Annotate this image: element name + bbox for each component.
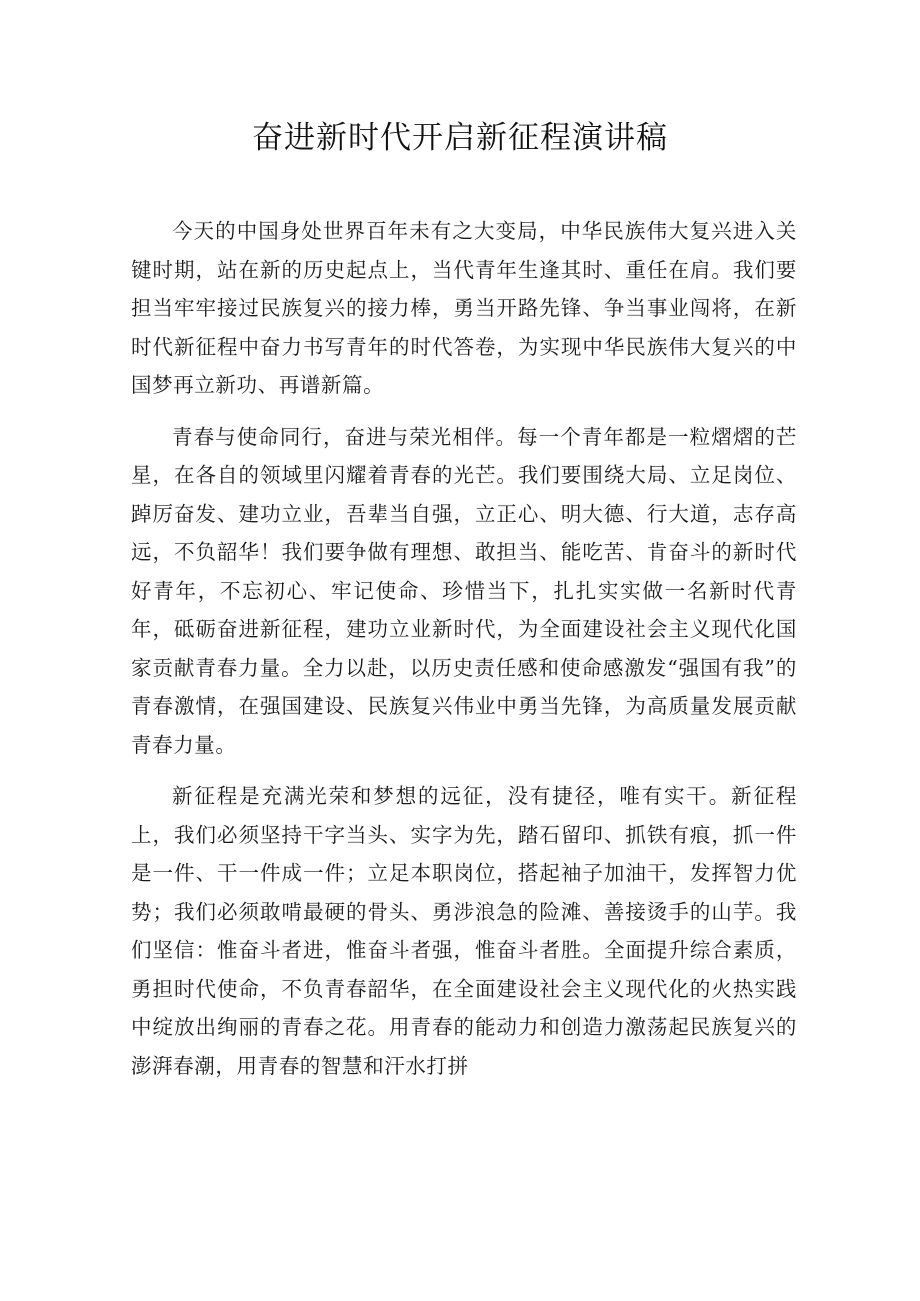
document-body xyxy=(131,212,797,1098)
paragraph-3: 新征程是充满光荣和梦想的远征，没有捷径，唯有实干。新征程上，我们必须坚持干字当头、实字为先，踏石留印、抓铁有痕，抓一件是一件、干一件成一件；立足本职岗位，搭起袖子加油干，发挥智力优势；我们必须敢啃最硬的骨头、勇涉浪急的险滩、善接烫手的山芋。我们坚信：惟奋斗者进，惟奋斗者强，惟奋斗者胜。全面提升综合素质，勇担时代使命，不负青春韶华，在全面建设社会主义现代化的火热实践中绽放出绚丽的青春之花。用青春的能动力和创造力激荡起民族复兴的澎湃春潮，用青春的智慧和汗水打拼 xyxy=(131,784,797,1078)
document-title: 奋进新时代开启新征程演讲稿 xyxy=(252,120,668,156)
paragraph-2: 青春与使命同行，奋进与荣光相伴。每一个青年都是一粒熠熠的芒星，在各自的领域里闪耀着青春的光芒。我们要围绕大局、立足岗位、踔厉奋发、建功立业，吾辈当自强，立正心、明大德、行大道，志存高远，不负韶华！我们要争做有理想、敢担当、能吃苦、肯奋斗的新时代好青年，不忘初心、牢记使命、珍惜当下，扎扎实实做一名新时代青年，砥砺奋进新征程，建功立业新时代，为全面建设社会主义现代化国家贡献青春力量。全力以赴，以历史责任感和使命感激发“强国有我”的青春激情，在强国建设、民族复兴伟业中勇当先锋，为高质量发展贡献青春力量。 xyxy=(131,424,797,757)
paragraph-1: 今天的中国身处世界百年未有之大变局，中华民族伟大复兴进入关键时期，站在新的历史起点上，当代青年生逢其时、重任在肩。我们要担当牢牢接过民族复兴的接力棒，勇当开路先锋、争当事业闯将，在新时代新征程中奋力书写青年的时代答卷，为实现中华民族伟大复兴的中国梦再立新功、再谱新篇。 xyxy=(131,219,797,397)
